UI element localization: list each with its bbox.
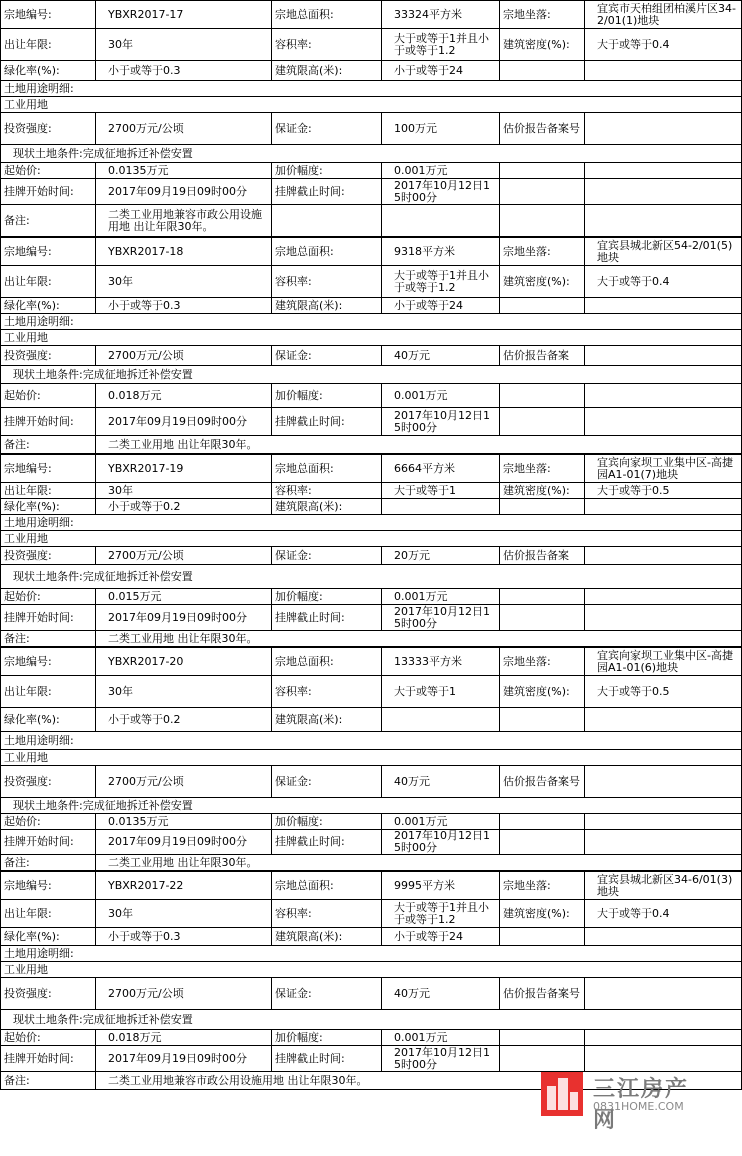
label-appraisal: 估价报告备案号 <box>500 766 585 798</box>
row-use <box>1 97 742 113</box>
row-term <box>1 900 742 928</box>
label-condition: 现状土地条件: <box>13 367 83 381</box>
parcel-density: 大于或等于0.4 <box>585 29 742 61</box>
label-listing-start: 挂牌开始时间: <box>1 605 96 631</box>
parcel-table <box>0 0 742 237</box>
parcel-code: YBXR2017-20 <box>96 648 272 676</box>
parcel-condition: 完成征地拆迁补偿安置 <box>82 367 193 381</box>
row-condition <box>1 145 742 163</box>
label-listing-start: 挂牌开始时间: <box>1 179 96 205</box>
empty-cell <box>585 547 742 565</box>
label-height: 建筑限高(米): <box>272 298 382 314</box>
label-appraisal: 估价报告备案号 <box>500 978 585 1010</box>
empty-cell <box>382 205 500 237</box>
parcel-start-price: 0.018万元 <box>96 1030 272 1046</box>
parcel-increment: 0.001万元 <box>382 589 500 605</box>
parcel-green: 小于或等于0.3 <box>96 928 272 946</box>
row-green <box>1 708 742 732</box>
label-location: 宗地坐落: <box>500 872 585 900</box>
label-green: 绿化率(%): <box>1 499 96 515</box>
empty-cell <box>500 1030 585 1046</box>
parcel-location: 宜宾向家坝工业集中区-高捷园A1-01(7)地块 <box>585 455 742 483</box>
label-remark: 备注: <box>1 1072 96 1090</box>
parcel-listing-start: 2017年09月19日09时00分 <box>96 830 272 855</box>
row-remark <box>1 855 742 871</box>
parcel-deposit: 40万元 <box>382 346 500 366</box>
parcel-area: 6664平方米 <box>382 455 500 483</box>
label-height: 建筑限高(米): <box>272 61 382 81</box>
empty-cell <box>585 346 742 366</box>
parcel-remark: 二类工业用地 出让年限30年。 <box>96 436 742 454</box>
label-term: 出让年限: <box>1 900 96 928</box>
label-condition: 现状土地条件: <box>13 569 83 583</box>
row-listing <box>1 1046 742 1072</box>
label-location: 宗地坐落: <box>500 648 585 676</box>
label-deposit: 保证金: <box>272 113 382 145</box>
empty-cell <box>585 1046 742 1072</box>
label-appraisal: 估价报告备案 <box>500 547 585 565</box>
parcel-code: YBXR2017-17 <box>96 1 272 29</box>
empty-cell <box>500 163 585 179</box>
parcel-use: 工业用地 <box>1 531 742 547</box>
row-listing <box>1 605 742 631</box>
label-appraisal: 估价报告备案号 <box>500 113 585 145</box>
label-listing-end: 挂牌截止时间: <box>272 408 382 436</box>
empty-cell <box>585 1030 742 1046</box>
row-term <box>1 29 742 61</box>
parcel-invest: 2700万元/公顷 <box>96 346 272 366</box>
label-listing-end: 挂牌截止时间: <box>272 179 382 205</box>
empty-cell <box>500 499 585 515</box>
parcel-height: 小于或等于24 <box>382 928 500 946</box>
row-remark <box>1 436 742 454</box>
label-density: 建筑密度(%): <box>500 676 585 708</box>
empty-cell <box>272 205 382 237</box>
label-location: 宗地坐落: <box>500 238 585 266</box>
label-height: 建筑限高(米): <box>272 499 382 515</box>
parcel-code: YBXR2017-22 <box>96 872 272 900</box>
label-location: 宗地坐落: <box>500 1 585 29</box>
empty-cell <box>585 589 742 605</box>
condition-cell <box>1 145 742 163</box>
parcel-term: 30年 <box>96 676 272 708</box>
empty-cell <box>500 205 585 237</box>
empty-cell <box>585 205 742 237</box>
label-use-detail: 土地用途明细: <box>1 515 742 531</box>
label-density: 建筑密度(%): <box>500 266 585 298</box>
parcel-table <box>0 237 742 454</box>
label-use-detail: 土地用途明细: <box>1 946 742 962</box>
parcel-far: 大于或等于1并且小于或等于1.2 <box>382 900 500 928</box>
parcel-deposit: 20万元 <box>382 547 500 565</box>
parcel-code: YBXR2017-19 <box>96 455 272 483</box>
empty-cell <box>585 830 742 855</box>
label-far: 容积率: <box>272 483 382 499</box>
parcel-listing-end: 2017年10月12日15时00分 <box>382 605 500 631</box>
parcel-height <box>382 499 500 515</box>
row-use <box>1 750 742 766</box>
row-basic <box>1 648 742 676</box>
label-area: 宗地总面积: <box>272 455 382 483</box>
parcel-height <box>382 708 500 732</box>
label-deposit: 保证金: <box>272 978 382 1010</box>
parcel-term: 30年 <box>96 900 272 928</box>
label-invest: 投资强度: <box>1 766 96 798</box>
parcel-listing-start: 2017年09月19日09时00分 <box>96 1046 272 1072</box>
row-condition <box>1 565 742 589</box>
row-invest <box>1 113 742 145</box>
parcel-density: 大于或等于0.5 <box>585 676 742 708</box>
label-green: 绿化率(%): <box>1 928 96 946</box>
label-deposit: 保证金: <box>272 346 382 366</box>
row-use <box>1 330 742 346</box>
label-increment: 加价幅度: <box>272 1030 382 1046</box>
condition-cell <box>1 1010 742 1030</box>
parcel-area: 13333平方米 <box>382 648 500 676</box>
parcel-invest: 2700万元/公顷 <box>96 978 272 1010</box>
empty-cell <box>500 408 585 436</box>
label-start-price: 起始价: <box>1 814 96 830</box>
label-use-detail: 土地用途明细: <box>1 314 742 330</box>
row-invest <box>1 766 742 798</box>
row-use <box>1 531 742 547</box>
row-green <box>1 298 742 314</box>
parcel-green: 小于或等于0.3 <box>96 298 272 314</box>
empty-cell <box>585 978 742 1010</box>
parcel-density: 大于或等于0.4 <box>585 266 742 298</box>
label-start-price: 起始价: <box>1 384 96 408</box>
parcel-term: 30年 <box>96 266 272 298</box>
parcel-green: 小于或等于0.2 <box>96 708 272 732</box>
label-increment: 加价幅度: <box>272 384 382 408</box>
row-condition <box>1 1010 742 1030</box>
row-basic <box>1 238 742 266</box>
parcel-location: 宜宾县城北新区54-2/01(5)地块 <box>585 238 742 266</box>
empty-cell <box>500 1046 585 1072</box>
row-use-label <box>1 732 742 750</box>
label-increment: 加价幅度: <box>272 814 382 830</box>
parcel-remark: 二类工业用地 出让年限30年。 <box>96 631 742 647</box>
parcel-listing-end: 2017年10月12日15时00分 <box>382 408 500 436</box>
parcel-table <box>0 454 742 647</box>
empty-cell <box>585 499 742 515</box>
label-area: 宗地总面积: <box>272 872 382 900</box>
parcel-use: 工业用地 <box>1 750 742 766</box>
empty-cell <box>500 605 585 631</box>
row-use-label <box>1 314 742 330</box>
empty-cell <box>500 298 585 314</box>
empty-cell <box>585 766 742 798</box>
parcel-deposit: 100万元 <box>382 113 500 145</box>
row-price <box>1 163 742 179</box>
parcel-invest: 2700万元/公顷 <box>96 766 272 798</box>
empty-cell <box>585 928 742 946</box>
parcel-start-price: 0.018万元 <box>96 384 272 408</box>
label-far: 容积率: <box>272 900 382 928</box>
label-area: 宗地总面积: <box>272 648 382 676</box>
parcel-increment: 0.001万元 <box>382 163 500 179</box>
empty-cell <box>585 408 742 436</box>
parcel-listing-end: 2017年10月12日15时00分 <box>382 179 500 205</box>
label-invest: 投资强度: <box>1 346 96 366</box>
row-invest <box>1 547 742 565</box>
label-condition: 现状土地条件: <box>13 146 83 160</box>
parcel-height: 小于或等于24 <box>382 61 500 81</box>
parcel-listing-start: 2017年09月19日09时00分 <box>96 605 272 631</box>
label-start-price: 起始价: <box>1 1030 96 1046</box>
label-start-price: 起始价: <box>1 163 96 179</box>
label-term: 出让年限: <box>1 29 96 61</box>
empty-cell <box>585 163 742 179</box>
row-use-label <box>1 81 742 97</box>
empty-cell <box>585 179 742 205</box>
row-use-label <box>1 515 742 531</box>
row-green <box>1 928 742 946</box>
parcel-far: 大于或等于1并且小于或等于1.2 <box>382 29 500 61</box>
label-condition: 现状土地条件: <box>13 1012 83 1026</box>
label-height: 建筑限高(米): <box>272 928 382 946</box>
label-code: 宗地编号: <box>1 1 96 29</box>
label-listing-start: 挂牌开始时间: <box>1 1046 96 1072</box>
label-location: 宗地坐落: <box>500 455 585 483</box>
parcel-area: 9995平方米 <box>382 872 500 900</box>
parcel-start-price: 0.0135万元 <box>96 163 272 179</box>
empty-cell <box>500 830 585 855</box>
parcel-term: 30年 <box>96 483 272 499</box>
label-deposit: 保证金: <box>272 766 382 798</box>
empty-cell <box>585 113 742 145</box>
empty-cell <box>585 605 742 631</box>
parcel-listing-end: 2017年10月12日15时00分 <box>382 830 500 855</box>
row-invest <box>1 346 742 366</box>
parcel-location: 宜宾县城北新区34-6/01(3)地块 <box>585 872 742 900</box>
empty-cell <box>500 708 585 732</box>
parcel-increment: 0.001万元 <box>382 814 500 830</box>
building-logo-icon <box>541 1072 583 1116</box>
parcel-code: YBXR2017-18 <box>96 238 272 266</box>
parcel-listing-start: 2017年09月19日09时00分 <box>96 179 272 205</box>
parcel-listing-start: 2017年09月19日09时00分 <box>96 408 272 436</box>
parcel-increment: 0.001万元 <box>382 384 500 408</box>
label-listing-start: 挂牌开始时间: <box>1 408 96 436</box>
row-green <box>1 499 742 515</box>
label-invest: 投资强度: <box>1 978 96 1010</box>
label-term: 出让年限: <box>1 676 96 708</box>
parcel-area: 9318平方米 <box>382 238 500 266</box>
empty-cell <box>500 61 585 81</box>
parcel-condition: 完成征地拆迁补偿安置 <box>82 146 193 160</box>
parcel-far: 大于或等于1 <box>382 676 500 708</box>
label-density: 建筑密度(%): <box>500 900 585 928</box>
label-green: 绿化率(%): <box>1 298 96 314</box>
parcel-start-price: 0.0135万元 <box>96 814 272 830</box>
label-use-detail: 土地用途明细: <box>1 732 742 750</box>
label-listing-end: 挂牌截止时间: <box>272 1046 382 1072</box>
parcel-green: 小于或等于0.3 <box>96 61 272 81</box>
label-start-price: 起始价: <box>1 589 96 605</box>
parcel-table <box>0 647 742 871</box>
parcel-green: 小于或等于0.2 <box>96 499 272 515</box>
label-far: 容积率: <box>272 676 382 708</box>
row-basic <box>1 455 742 483</box>
parcel-remark: 二类工业用地兼容市政公用设施用地 出让年限30年。 <box>96 205 272 237</box>
empty-cell <box>585 61 742 81</box>
parcel-location: 宜宾市天柏组团柏溪片区34-2/01(1)地块 <box>585 1 742 29</box>
row-price <box>1 814 742 830</box>
label-far: 容积率: <box>272 266 382 298</box>
parcel-start-price: 0.015万元 <box>96 589 272 605</box>
parcel-listing-end: 2017年10月12日15时00分 <box>382 1046 500 1072</box>
parcel-area: 33324平方米 <box>382 1 500 29</box>
row-condition <box>1 798 742 814</box>
parcel-far: 大于或等于1 <box>382 483 500 499</box>
row-price <box>1 384 742 408</box>
row-remark <box>1 205 742 237</box>
row-price <box>1 589 742 605</box>
label-use-detail: 土地用途明细: <box>1 81 742 97</box>
row-basic <box>1 872 742 900</box>
label-condition: 现状土地条件: <box>13 798 83 812</box>
parcel-increment: 0.001万元 <box>382 1030 500 1046</box>
label-density: 建筑密度(%): <box>500 483 585 499</box>
parcel-use: 工业用地 <box>1 97 742 113</box>
condition-cell <box>1 565 742 589</box>
parcel-deposit: 40万元 <box>382 766 500 798</box>
label-density: 建筑密度(%): <box>500 29 585 61</box>
watermark-name: 三江房产网 <box>593 1077 690 1133</box>
row-term <box>1 266 742 298</box>
label-listing-end: 挂牌截止时间: <box>272 605 382 631</box>
parcel-condition: 完成征地拆迁补偿安置 <box>82 569 193 583</box>
label-code: 宗地编号: <box>1 648 96 676</box>
row-term <box>1 676 742 708</box>
empty-cell <box>585 814 742 830</box>
label-green: 绿化率(%): <box>1 61 96 81</box>
label-code: 宗地编号: <box>1 455 96 483</box>
label-area: 宗地总面积: <box>272 238 382 266</box>
condition-cell <box>1 798 742 814</box>
parcel-term: 30年 <box>96 29 272 61</box>
parcel-deposit: 40万元 <box>382 978 500 1010</box>
label-increment: 加价幅度: <box>272 163 382 179</box>
row-price <box>1 1030 742 1046</box>
label-green: 绿化率(%): <box>1 708 96 732</box>
parcel-use: 工业用地 <box>1 962 742 978</box>
row-listing <box>1 179 742 205</box>
label-remark: 备注: <box>1 855 96 871</box>
parcel-condition: 完成征地拆迁补偿安置 <box>82 798 193 812</box>
empty-cell <box>500 384 585 408</box>
parcel-height: 小于或等于24 <box>382 298 500 314</box>
parcel-table <box>0 871 742 1090</box>
row-remark <box>1 631 742 647</box>
row-basic <box>1 1 742 29</box>
parcel-invest: 2700万元/公顷 <box>96 547 272 565</box>
label-term: 出让年限: <box>1 483 96 499</box>
parcel-density: 大于或等于0.5 <box>585 483 742 499</box>
row-use <box>1 962 742 978</box>
parcel-far: 大于或等于1并且小于或等于1.2 <box>382 266 500 298</box>
label-remark: 备注: <box>1 205 96 237</box>
empty-cell <box>500 589 585 605</box>
row-listing <box>1 830 742 855</box>
row-term <box>1 483 742 499</box>
label-invest: 投资强度: <box>1 547 96 565</box>
label-invest: 投资强度: <box>1 113 96 145</box>
empty-cell <box>500 928 585 946</box>
label-code: 宗地编号: <box>1 238 96 266</box>
label-term: 出让年限: <box>1 266 96 298</box>
empty-cell <box>585 708 742 732</box>
parcel-condition: 完成征地拆迁补偿安置 <box>82 1012 193 1026</box>
parcel-remark: 二类工业用地 出让年限30年。 <box>96 855 742 871</box>
label-deposit: 保证金: <box>272 547 382 565</box>
row-listing <box>1 408 742 436</box>
empty-cell <box>585 384 742 408</box>
parcel-location: 宜宾向家坝工业集中区-高捷园A1-01(6)地块 <box>585 648 742 676</box>
row-use-label <box>1 946 742 962</box>
label-code: 宗地编号: <box>1 872 96 900</box>
label-far: 容积率: <box>272 29 382 61</box>
site-watermark <box>541 1072 711 1133</box>
label-height: 建筑限高(米): <box>272 708 382 732</box>
parcel-density: 大于或等于0.4 <box>585 900 742 928</box>
empty-cell <box>500 179 585 205</box>
parcel-use: 工业用地 <box>1 330 742 346</box>
label-area: 宗地总面积: <box>272 1 382 29</box>
parcel-invest: 2700万元/公顷 <box>96 113 272 145</box>
label-listing-end: 挂牌截止时间: <box>272 830 382 855</box>
row-green <box>1 61 742 81</box>
condition-cell <box>1 366 742 384</box>
empty-cell <box>585 298 742 314</box>
row-condition <box>1 366 742 384</box>
watermark-url: 0831HOME.COM <box>593 1100 684 1113</box>
parcel-remark: 二类工业用地兼容市政公用设施用地 出让年限30年。 <box>96 1072 742 1090</box>
label-appraisal: 估价报告备案 <box>500 346 585 366</box>
label-remark: 备注: <box>1 631 96 647</box>
row-invest <box>1 978 742 1010</box>
label-increment: 加价幅度: <box>272 589 382 605</box>
label-listing-start: 挂牌开始时间: <box>1 830 96 855</box>
empty-cell <box>500 814 585 830</box>
label-remark: 备注: <box>1 436 96 454</box>
